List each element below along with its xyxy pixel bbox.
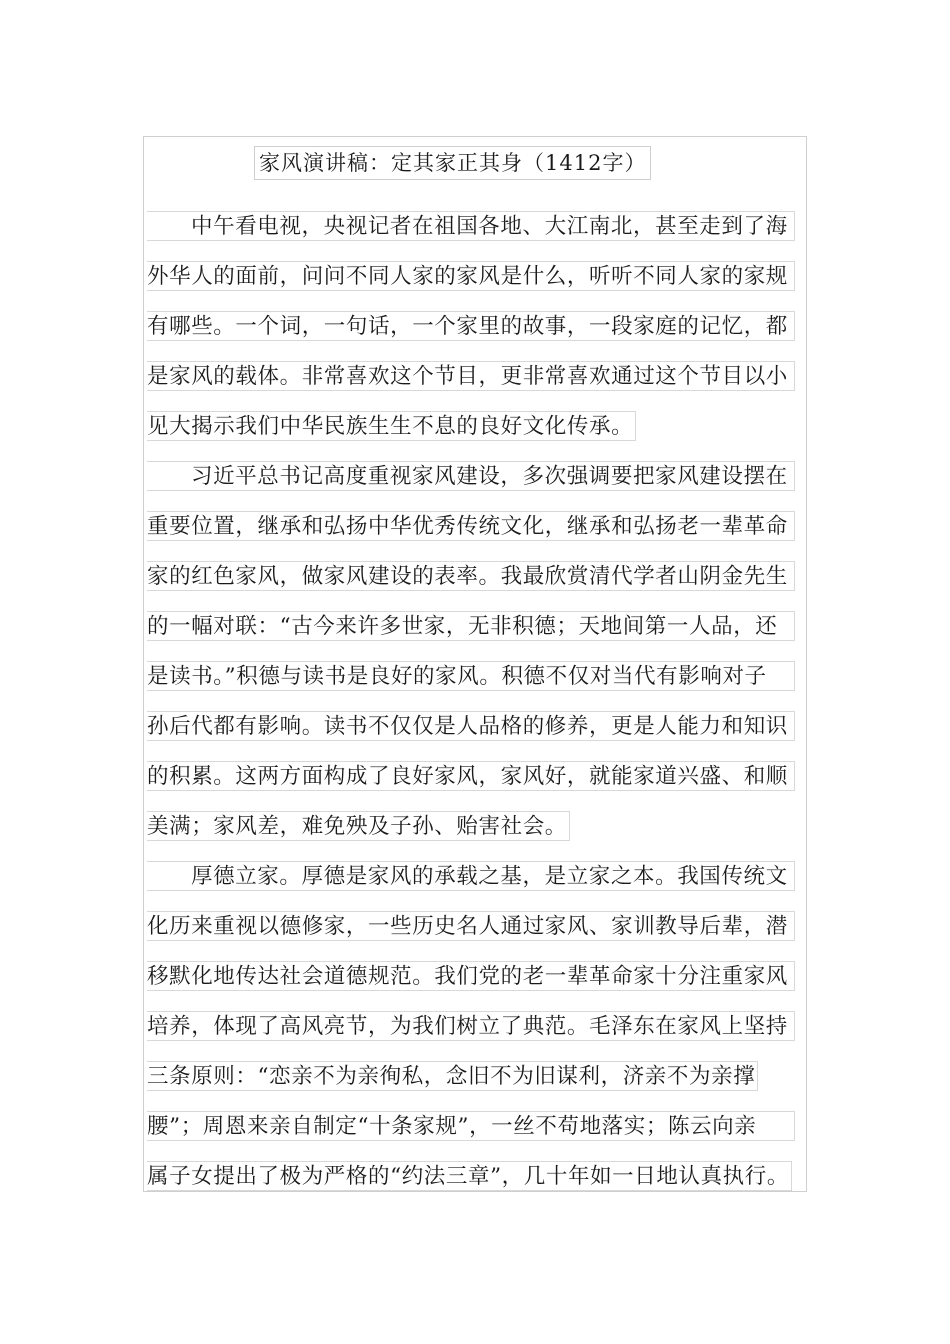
text-line bbox=[147, 952, 797, 1002]
document-title: 家风演讲稿：定其家正其身（1412字） bbox=[254, 146, 651, 180]
text-line bbox=[147, 1152, 797, 1202]
text-line-content: 培养，体现了高风亮节，为我们树立了典范。毛泽东在家风上坚持 bbox=[147, 1011, 795, 1041]
text-line bbox=[147, 652, 797, 702]
text-line bbox=[147, 1002, 797, 1052]
text-line bbox=[147, 302, 797, 352]
text-line-content: 腰”；周恩来亲自制定“十条家规”，一丝不苟地落实；陈云向亲 bbox=[147, 1111, 795, 1141]
document-body bbox=[147, 202, 797, 1202]
text-line-content: 移默化地传达社会道德规范。我们党的老一辈革命家十分注重家风 bbox=[147, 961, 795, 991]
text-line bbox=[147, 602, 797, 652]
text-line-content: 美满；家风差，难免殃及子孙、贻害社会。 bbox=[147, 811, 570, 841]
text-line bbox=[147, 402, 797, 452]
text-line-content: 属子女提出了极为严格的“约法三章”，几十年如一日地认真执行。 bbox=[147, 1161, 792, 1191]
text-line-content: 见大揭示我们中华民族生生不息的良好文化传承。 bbox=[147, 411, 636, 441]
text-line-content: 的一幅对联：“古今来许多世家，无非积德；天地间第一人品，还 bbox=[147, 611, 795, 641]
text-line bbox=[147, 552, 797, 602]
text-line bbox=[147, 852, 797, 902]
text-line bbox=[147, 1052, 797, 1102]
text-line bbox=[147, 1102, 797, 1152]
text-line-content: 是家风的载体。非常喜欢这个节目，更非常喜欢通过这个节目以小 bbox=[147, 361, 795, 391]
text-line-content: 习近平总书记高度重视家风建设，多次强调要把家风建设摆在 bbox=[147, 461, 795, 491]
text-line bbox=[147, 502, 797, 552]
text-line-content: 化历来重视以德修家，一些历史名人通过家风、家训教导后辈，潜 bbox=[147, 911, 795, 941]
text-line-content: 厚德立家。厚德是家风的承载之基，是立家之本。我国传统文 bbox=[147, 861, 795, 891]
text-line-content: 是读书。”积德与读书是良好的家风。积德不仅对当代有影响对子 bbox=[147, 661, 795, 691]
text-line bbox=[147, 202, 797, 252]
text-line-content: 外华人的面前，问问不同人家的家风是什么，听听不同人家的家规 bbox=[147, 261, 795, 291]
text-line bbox=[147, 702, 797, 752]
text-line-content: 中午看电视，央视记者在祖国各地、大江南北，甚至走到了海 bbox=[147, 211, 795, 241]
text-line bbox=[147, 802, 797, 852]
text-line bbox=[147, 752, 797, 802]
text-line bbox=[147, 352, 797, 402]
text-line-content: 重要位置，继承和弘扬中华优秀传统文化，继承和弘扬老一辈革命 bbox=[147, 511, 795, 541]
text-line-content: 三条原则：“恋亲不为亲徇私，念旧不为旧谋利，济亲不为亲撑 bbox=[147, 1061, 758, 1091]
text-line bbox=[147, 252, 797, 302]
text-line-content: 孙后代都有影响。读书不仅仅是人品格的修养，更是人能力和知识 bbox=[147, 711, 795, 741]
text-line bbox=[147, 452, 797, 502]
text-line-content: 的积累。这两方面构成了良好家风，家风好，就能家道兴盛、和顺 bbox=[147, 761, 795, 791]
text-line-content: 有哪些。一个词，一句话，一个家里的故事，一段家庭的记忆，都 bbox=[147, 311, 795, 341]
text-line bbox=[147, 902, 797, 952]
text-line-content: 家的红色家风，做家风建设的表率。我最欣赏清代学者山阴金先生 bbox=[147, 561, 795, 591]
